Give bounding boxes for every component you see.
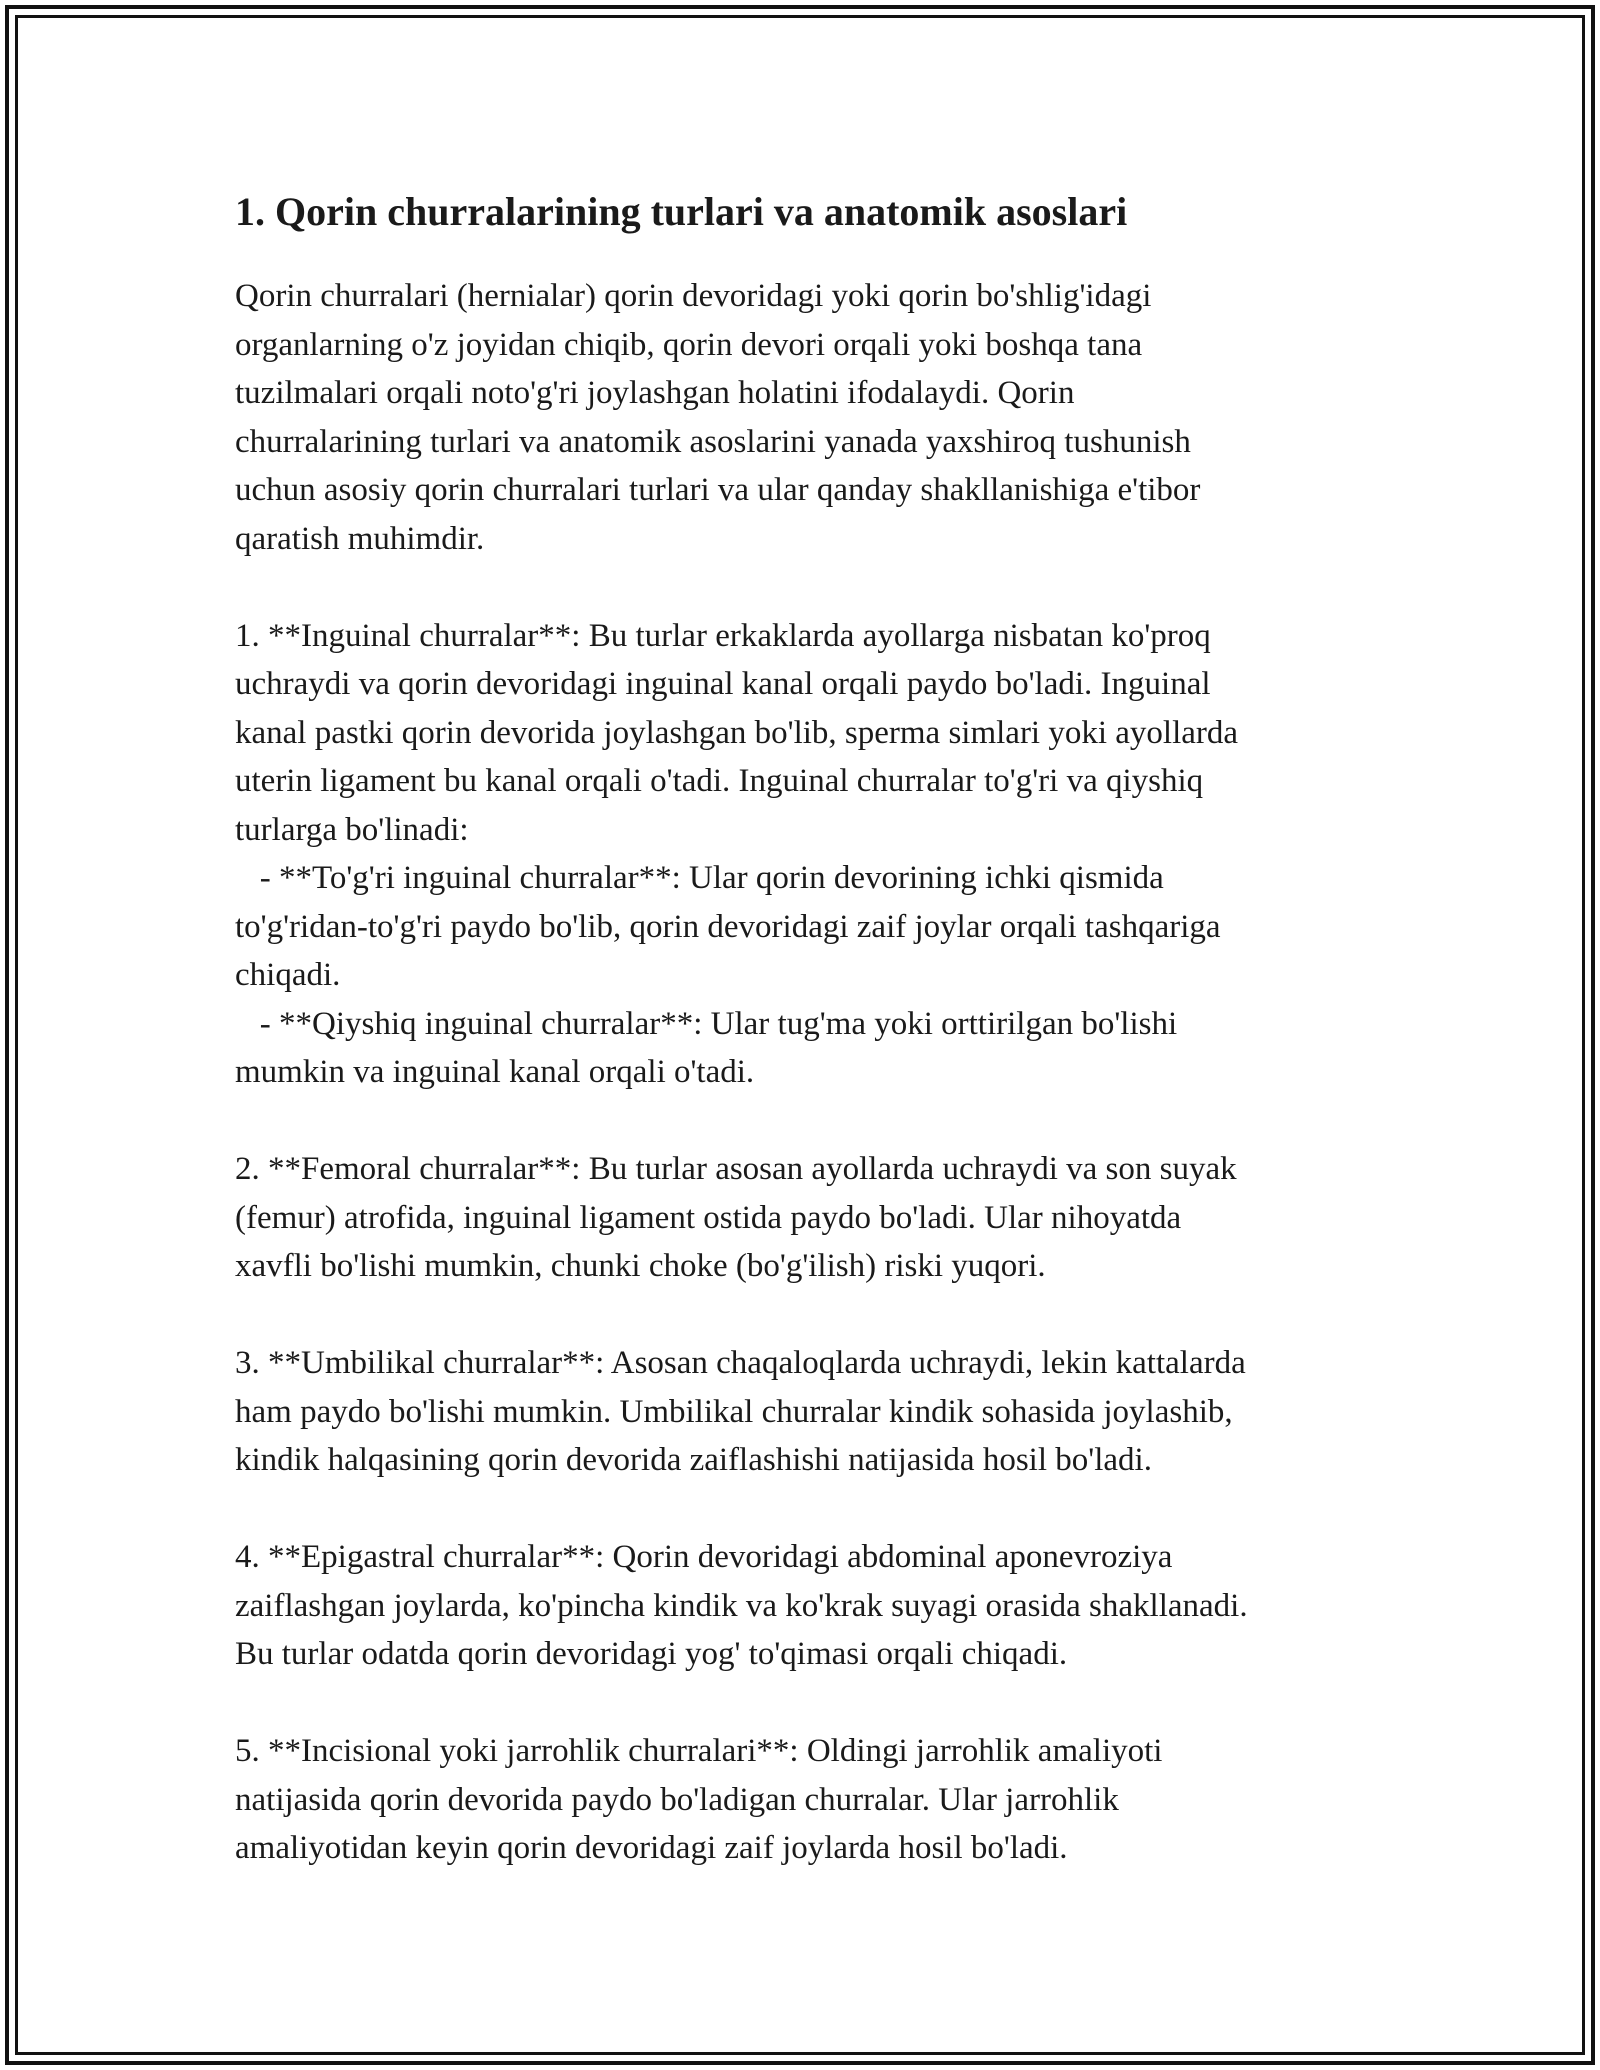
document-body	[235, 272, 1370, 1873]
text-line: uchun asosiy qorin churralari turlari va ular qanday shakllanishiga e'tibor	[235, 472, 1201, 508]
text-line: natijasida qorin devorida paydo bo'ladigan churralar. Ular jarrohlik	[235, 1781, 1119, 1818]
text-line: kanal pastki qorin devorida joylashgan bo'lib, sperma simlari yoki ayollarda	[235, 714, 1239, 751]
text-line: turlarga bo'linadi:	[235, 811, 469, 848]
text-line: chiqadi.	[235, 957, 341, 993]
text-line: amaliyotidan keyin qorin devoridagi zaif joylarda hosil bo'ladi.	[235, 1830, 1068, 1866]
text-line: - **Qiyshiq inguinal churralar**: Ular tug'ma yoki orttirilgan bo'lishi	[235, 1005, 1178, 1042]
text-line: uterin ligament bu kanal orqali o'tadi. Inguinal churralar to'g'ri va qiyshiq	[235, 763, 1204, 799]
text-line: - **To'g'ri inguinal churralar**: Ular qorin devorining ichki qismida	[235, 860, 1164, 896]
text-line: uchraydi va qorin devoridagi inguinal kanal orqali paydo bo'ladi. Inguinal	[235, 666, 1211, 702]
paragraph	[235, 612, 1370, 1097]
text-line: 4. **Epigastral churralar**: Qorin devoridagi abdominal aponevroziya	[235, 1539, 1173, 1575]
text-line: Qorin churralari (hernialar) qorin devoridagi yoki qorin bo'shlig'idagi	[235, 278, 1152, 314]
text-line: (femur) atrofida, inguinal ligament ostida paydo bo'ladi. Ular nihoyatda	[235, 1199, 1182, 1236]
text-line: churralarining turlari va anatomik asoslarini yanada yaxshiroq tushunish	[235, 423, 1191, 460]
text-line: zaiflashgan joylarda, ko'pincha kindik va ko'krak suyagi orasida shakllanadi.	[235, 1587, 1248, 1624]
text-line: to'g'ridan-to'g'ri paydo bo'lib, qorin devoridagi zaif joylar orqali tashqariga	[235, 908, 1221, 945]
text-line: kindik halqasining qorin devorida zaiflashishi natijasida hosil bo'ladi.	[235, 1442, 1152, 1478]
text-line: 5. **Incisional yoki jarrohlik churralari**: Oldingi jarrohlik amaliyoti	[235, 1733, 1163, 1769]
text-line: xavfli bo'lishi mumkin, chunki choke (bo'g'ilish) riski yuqori.	[235, 1248, 1046, 1284]
text-line: 2. **Femoral churralar**: Bu turlar asosan ayollarda uchraydi va son suyak	[235, 1151, 1237, 1187]
text-line: 1. **Inguinal churralar**: Bu turlar erkaklarda ayollarga nisbatan ko'proq	[235, 617, 1211, 654]
text-line: qaratish muhimdir.	[235, 520, 485, 557]
document-title: 1. Qorin churralarining turlari va anatomik asoslari	[235, 189, 1128, 234]
text-line: 3. **Umbilikal churralar**: Asosan chaqaloqlarda uchraydi, lekin kattalarda	[235, 1345, 1246, 1381]
text-line: organlarning o'z joyidan chiqib, qorin devori orqali yoki boshqa tana	[235, 326, 1143, 363]
paragraph	[235, 272, 1370, 563]
text-line: Bu turlar odatda qorin devoridagi yog' to'qimasi orqali chiqadi.	[235, 1636, 1068, 1672]
document-page	[235, 180, 1370, 1873]
paragraph	[235, 1533, 1370, 1679]
paragraph	[235, 1145, 1370, 1291]
paragraph	[235, 1727, 1370, 1873]
text-line: tuzilmalari orqali noto'g'ri joylashgan holatini ifodalaydi. Qorin	[235, 375, 1075, 411]
paragraph	[235, 1339, 1370, 1485]
text-line: mumkin va inguinal kanal orqali o'tadi.	[235, 1054, 755, 1090]
text-line: ham paydo bo'lishi mumkin. Umbilikal churralar kindik sohasida joylashib,	[235, 1393, 1233, 1430]
